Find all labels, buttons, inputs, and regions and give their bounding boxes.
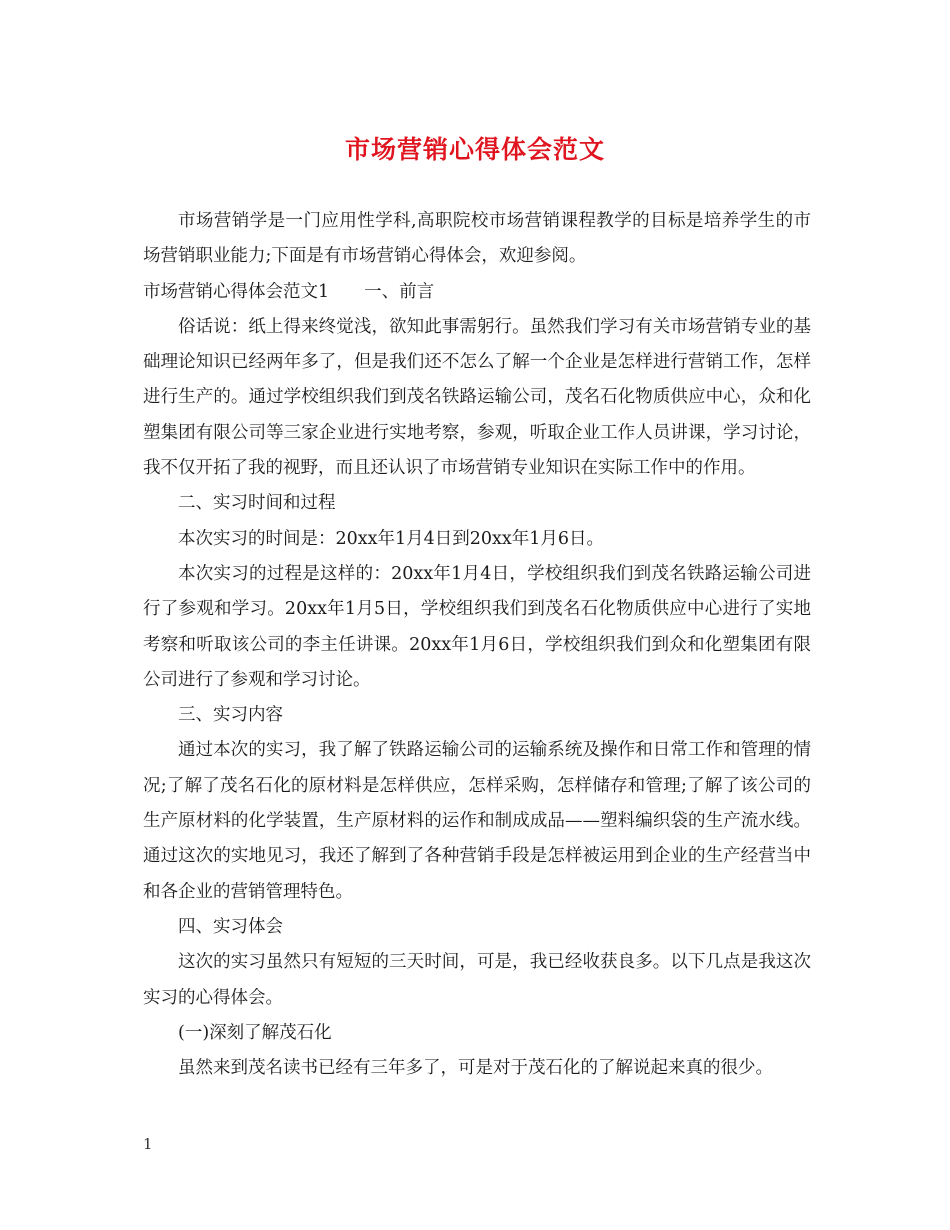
preface-paragraph: 俗话说：纸上得来终觉浅，欲知此事需躬行。虽然我们学习有关市场营销专业的基础理论知识已经两年多了，但是我们还不怎么了解一个企业是怎样进行营销工作，怎样进行生产的。通过学校组织我们到茂名铁路运输公司，茂名石化物质供应中心，众和化塑集团有限公司等三家企业进行实地考察，参观，听取企业工作人员讲课，学习讨论，我不仅开拓了我的视野，而且还认识了市场营销专业知识在实际工作中的作用。 xyxy=(143,316,811,479)
subheading-understanding: (一)深刻了解茂石化 xyxy=(178,1022,332,1043)
experience-paragraph: 这次的实习虽然只有短短的三天时间，可是，我已经收获良多。以下几点是我这次实习的心得体会。 xyxy=(143,952,811,1008)
section-heading-content: 三、实习内容 xyxy=(178,705,283,726)
understanding-paragraph: 虽然来到茂名读书已经有三年多了，可是对于茂石化的了解说起来真的很少。 xyxy=(178,1058,773,1079)
section-heading-preface: 市场营销心得体会范文1 一、前言 xyxy=(143,281,435,302)
section-heading-time-process: 二、实习时间和过程 xyxy=(178,493,336,514)
time-paragraph: 本次实习的时间是：20xx年1月4日到20xx年1月6日。 xyxy=(178,528,605,549)
document-body xyxy=(143,204,811,1086)
page-number: 1 xyxy=(143,1135,153,1153)
intro-paragraph: 市场营销学是一门应用性学科,高职院校市场营销课程教学的目标是培养学生的市场营销职业能力;下面是有市场营销心得体会，欢迎参阅。 xyxy=(143,211,811,267)
process-paragraph: 本次实习的过程是这样的：20xx年1月4日，学校组织我们到茂名铁路运输公司进行了参观和学习。20xx年1月5日，学校组织我们到茂名石化物质供应中心进行了实地考察和听取该公司的李主任讲课。20xx年1月6日，学校组织我们到众和化塑集团有限公司进行了参观和学习讨论。 xyxy=(143,563,811,690)
section-heading-experience: 四、实习体会 xyxy=(178,916,283,937)
content-paragraph: 通过本次的实习，我了解了铁路运输公司的运输系统及操作和日常工作和管理的情况;了解了茂名石化的原材料是怎样供应，怎样采购，怎样储存和管理;了解了该公司的生产原材料的化学装置，生产原材料的运作和制成成品——塑料编织袋的生产流水线。通过这次的实地见习，我还了解到了各种营销手段是怎样被运用到企业的生产经营当中和各企业的营销管理特色。 xyxy=(143,740,811,902)
document-title: 市场营销心得体会范文 xyxy=(344,135,605,164)
